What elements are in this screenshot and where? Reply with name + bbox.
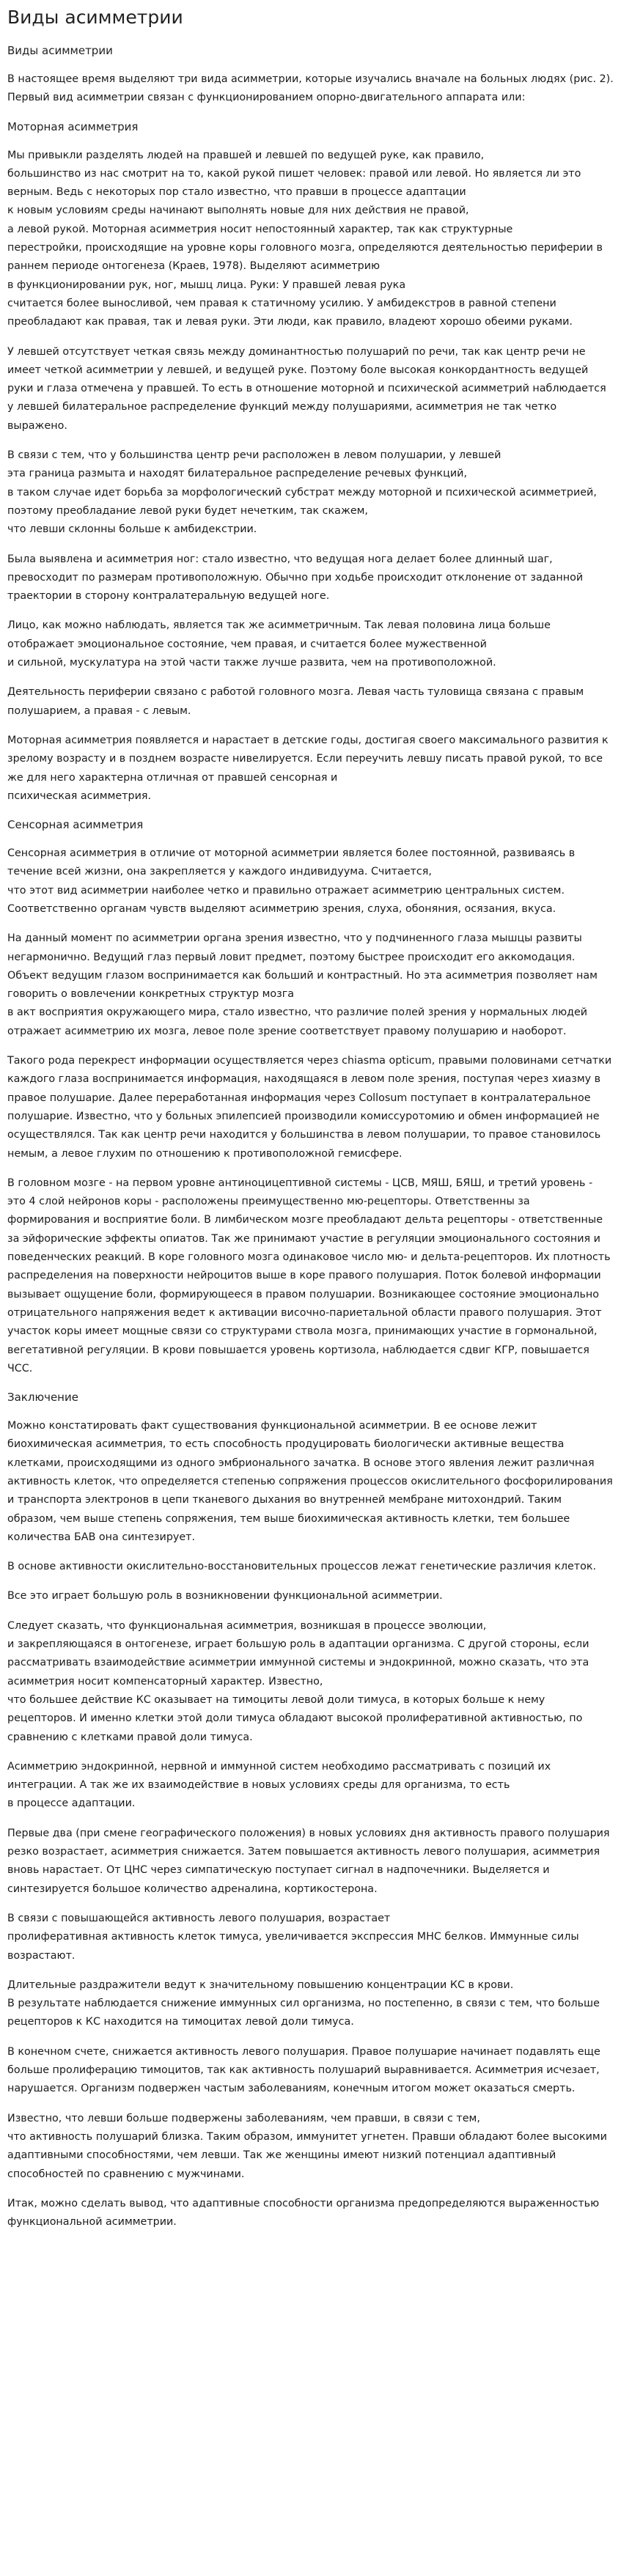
paragraph: Все это играет большую роль в возникновении функциональной асимметрии.	[7, 1590, 443, 1602]
paragraph: В конечном счете, снижается активность левого полушария. Правое полушарие начинает подавлять еще больше пролиферацию тимоцитов, так как активность полушарий выравнивается. Асимметрия исчезает, нарушается. Организм подвержен частым заболеваниям, конечным итогом может оказаться смерть.	[7, 2045, 600, 2095]
section-heading: Моторная асимметрия	[7, 119, 139, 133]
section-heading: Виды асимметрии	[7, 44, 113, 57]
paragraph: Асимметрию эндокринной, нервной и иммунной систем необходимо рассматривать с позиций их интеграции. А так же их взаимодействие в новых условиях среды для организма, то есть в процессе адаптации.	[7, 1760, 551, 1810]
paragraph: Моторная асимметрия появляется и нарастает в детские годы, достигая своего максимального развития к зрелому возрасту и в позднем возрасте нивелируется. Если переучить левшу писать правой рукой, то все же для него характерна отличная от правшей сенсорная и психическая асимметрия.	[7, 734, 609, 802]
paragraph: Была выявлена и асимметрия ног: стало известно, что ведущая нога делает более длинный шаг, превосходит по размерам противоположную. Обычно при ходьбе происходит отклонение от заданной траектории в сторону контралатеральную ведущей ноге.	[7, 553, 584, 603]
paragraph: Мы привыкли разделять людей на правшей и левшей по ведущей руке, как правило, большинство из нас смотрит на то, какой рукой пишет человек: правой или левой. Но является ли это верным. Ведь с некоторых пор стало известно, что правши в процессе адаптации к новым условиям среды начинают выполнять новые для них действия не правой, а левой рукой. Моторная асимметрия носит непостоянный характер, так как структурные перестройки, происходящие на уровне коры головного мозга, определяются деятельностью периферии в раннем периоде онтогенеза (Краев, 1978). Выделяют асимметрию в функционировании рук, ног, мышц лица. Руки: У правшей левая рука считается более выносливой, чем правая к статичному усилию. У амбидекстров в равной степени преобладают как правая, так и левая руки. Эти люди, как правило, владеют хорошо обеими руками.	[7, 149, 603, 328]
paragraph: В головном мозге - на первом уровне антиноцицептивной системы - ЦСВ, МЯШ, БЯШ, и третий уровень - это 4 слой нейронов коры - расположены преимущественно мю-рецепторы. Ответственны за формирования и восприятие боли. В лимбическом мозге преобладают дельта рецепторы - ответственные за эйфорические эффекты опиатов. Так же принимают участие в регуляции эмоционального состояния и поведенческих реакций. В коре головного мозга одинаковое число мю- и дельта-рецепторов. Их плотность распределения на поверхности нейроцитов выше в коре правого полушария. Поток болевой информации вызывает ощущение боли, формирующееся в правом полушарии. Возникающее состояние эмоционально отрицательного напряжения ведет к активации височно-париетальной области правого полушария. Этот участок коры имеет мощные связи со структурами ствола мозга, принимающих участие в гормональной, вегетативной регуляции. В крови повышается уровень кортизола, наблюдается сдвиг КГР, повышается ЧСС.	[7, 1177, 611, 1375]
paragraph: Первые два (при смене географического положения) в новых условиях дня активность правого полушария резко возрастает, асимметрия снижается. Затем повышается активность левого полушария, асимметрия вновь нарастает. От ЦНС через симпатическую поступает сигнал в надпочечники. Выделяется и синтезируется большое количество адреналина, кортикостерона.	[7, 1827, 610, 1895]
paragraph: Можно констатировать факт существования функциональной асимметрии. В ее основе лежит биохимическая асимметрия, то есть способность продуцировать биологически активные вещества клетками, происходящими из одного эмбрионального зачатка. В основе этого явления лежит различная активность клеток, что определяется степенью сопряжения процессов окислительного фосфорилирования и транспорта электронов в цепи тканевого дыхания во внутренней мембране митохондрий. Таким образом, чем выше степень сопряжения, тем выше биохимическая активность клетки, тем большее количества БАВ она синтезирует.	[7, 1420, 613, 1543]
paragraph: В связи с тем, что у большинства центр речи расположен в левом полушарии, у левшей эта граница размыта и находят билатеральное распределение речевых функций, в таком случае идет борьба за морфологический субстрат между моторной и психической асимметрией, поэтому преобладание левой руки будет нечетким, так скажем, что левши склонны больше к амбидекстрии.	[7, 449, 597, 536]
paragraph: В связи с повышающейся активность левого полушария, возрастает пролиферативная активность клеток тимуса, увеличивается экспрессия МНС белков. Иммунные силы возрастают.	[7, 1912, 579, 1962]
paragraph: Деятельность периферии связано с работой головного мозга. Левая часть туловища связана с правым полушарием, а правая - с левым.	[7, 686, 584, 717]
paragraph: Лицо, как можно наблюдать, является так же асимметричным. Так левая половина лица больше отображает эмоциональное состояние, чем правая, и считается более мужественной и сильной, мускулатура на этой части также лучше развита, чем на противоположной.	[7, 619, 551, 669]
section-heading: Заключение	[7, 1391, 78, 1405]
paragraph: Следует сказать, что функциональная асимметрия, возникшая в процессе эволюции, и закрепляющаяся в онтогенезе, играет большую роль в адаптации организма. С другой стороны, если рассматривать взаимодействие асимметрии иммунной системы и эндокринной, можно сказать, что эта асимметрия носит компенсаторный характер. Известно, что большее действие КС оказывает на тимоциты левой доли тимуса, в которых больше к нему рецепторов. И именно клетки этой доли тимуса обладают высокой пролиферативной активностью, по сравнению с клетками правой доли тимуса.	[7, 1619, 589, 1743]
section-heading: Сенсорная асимметрия	[7, 818, 144, 832]
paragraph: У левшей отсутствует четкая связь между доминантностью полушарий по речи, так как центр речи не имеет четкой асимметрии у левшей, и ведущей руке. Поэтому боле высокая конкордантность ведущей руки и глаза отмечена у правшей. То есть в отношение моторной и психической асимметрий наблюдается у левшей билатеральное распределение функций между полушариями, асимметрия не так четко выражено.	[7, 345, 606, 432]
paragraph: Известно, что левши больше подвержены заболеваниям, чем правши, в связи с тем, что активность полушарий близка. Таким образом, иммунитет угнетен. Правши обладают более высокими адаптивными способностями, чем левши. Так же женщины имеют низкий потенциал адаптивный способностей по сравнению с мужчинами.	[7, 2112, 607, 2180]
paragraph: Такого рода перекрест информации осуществляется через chiasma opticum, правыми половинами сетчатки каждого глаза воспринимается информация, находящаяся в левом поле зрения, поступая через хиазму в правое полушарие. Далее переработанная информация через Collosum поступает в контралатеральное полушарие. Известно, что у больных эпилепсией производили комиссуротомию и обмен информацией не осуществлялся. Так как центр речи находится у большинства в левом полушарии, то правое становилось немым, а левое глухим по отношению к противоположной гемисфере.	[7, 1055, 612, 1160]
paragraph: Итак, можно сделать вывод, что адаптивные способности организма предопределяются выраженностью функциональной асимметрии.	[7, 2197, 600, 2229]
document-title: Виды асимметрии	[7, 7, 183, 28]
paragraph: В настоящее время выделяют три вида асимметрии, которые изучались вначале на больных людях (рис. 2). Первый вид асимметрии связан с функционированием опорно-двигательного аппарата или:	[7, 73, 614, 104]
paragraph: Длительные раздражители ведут к значительному повышению концентрации КС в крови. В результате наблюдается снижение иммунных сил организма, но постепенно, в связи с тем, что больше рецепторов к КС находится на тимоцитах левой доли тимуса.	[7, 1979, 600, 2028]
document-body	[7, 43, 614, 2231]
paragraph: Сенсорная асимметрия в отличие от моторной асимметрии является более постоянной, развиваясь в течение всей жизни, она закрепляется у каждого индивидуума. Считается, что этот вид асимметрии наиболее четко и правильно отражает асимметрию центральных систем. Соответственно органам чувств выделяют асимметрию зрения, слуха, обоняния, осязания, вкуса.	[7, 847, 576, 915]
paragraph: В основе активности окислительно-восстановительных процессов лежат генетические различия клеток.	[7, 1561, 597, 1573]
paragraph: На данный момент по асимметрии органа зрения известно, что у подчиненного глаза мышцы развиты негармонично. Ведущий глаз первый ловит предмет, поэтому быстрее происходит его аккомодация. Объект ведущим глазом воспринимается как больший и контрастный. Но эта асимметрия позволяет нам говорить о вовлечении конкретных структур мозга в акт восприятия окружающего мира, стало известно, что различие полей зрения у нормальных людей отражает асимметрию их мозга, левое поле зрение соответствует правому полушарию и наоборот.	[7, 932, 598, 1037]
